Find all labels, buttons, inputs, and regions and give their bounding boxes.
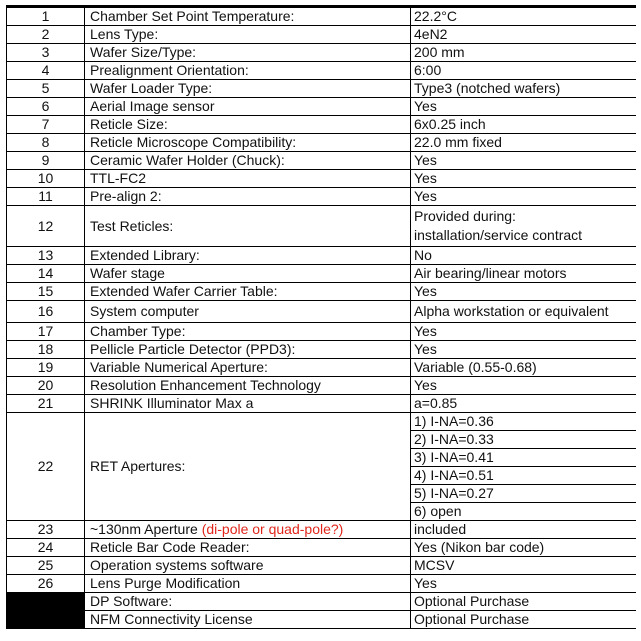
row-label: Pre-align 2: xyxy=(85,188,411,206)
table-row xyxy=(7,152,637,170)
aperture-option: 1) I-NA=0.36 xyxy=(411,413,636,431)
table-row xyxy=(7,611,637,629)
row-label: Resolution Enhancement Technology xyxy=(85,377,411,395)
row-value: Type3 (notched wafers) xyxy=(411,80,637,98)
aperture-option: 2) I-NA=0.33 xyxy=(411,431,636,449)
row-label: Lens Type: xyxy=(85,26,411,44)
row-value: Variable (0.55-0.68) xyxy=(411,359,637,377)
row-label: Reticle Size: xyxy=(85,116,411,134)
table-row xyxy=(7,62,637,80)
row-number: 14 xyxy=(7,265,85,283)
row-label: SHRINK Illuminator Max a xyxy=(85,395,411,413)
table-row xyxy=(7,265,637,283)
row-label: Extended Wafer Carrier Table: xyxy=(85,283,411,301)
row-label: Variable Numerical Aperture: xyxy=(85,359,411,377)
row-number: 10 xyxy=(7,170,85,188)
row-number: 12 xyxy=(7,206,85,247)
row-number: 2 xyxy=(7,26,85,44)
row-value: Yes xyxy=(411,377,637,395)
row-value: Yes xyxy=(411,188,637,206)
table-row xyxy=(7,44,637,62)
row-value: Yes xyxy=(411,575,637,593)
row-label: Operation systems software xyxy=(85,557,411,575)
row-label: Ceramic Wafer Holder (Chuck): xyxy=(85,152,411,170)
aperture-option: 5) I-NA=0.27 xyxy=(411,485,636,503)
table-row xyxy=(7,341,637,359)
row-label: RET Apertures: xyxy=(85,413,411,521)
row-value: 6:00 xyxy=(411,62,637,80)
table-row xyxy=(7,575,637,593)
row-label: Wafer Loader Type: xyxy=(85,80,411,98)
row-number: 24 xyxy=(7,539,85,557)
row-value: MCSV xyxy=(411,557,637,575)
row-number: 7 xyxy=(7,116,85,134)
row-value: Yes xyxy=(411,98,637,116)
row-number: 6 xyxy=(7,98,85,116)
row-value: Yes xyxy=(411,283,637,301)
row-value: included xyxy=(411,521,637,539)
aperture-option: 4) I-NA=0.51 xyxy=(411,467,636,485)
row-number: 5 xyxy=(7,80,85,98)
aperture-option: 6) open xyxy=(414,503,462,519)
row-value: No xyxy=(411,247,637,265)
row-label xyxy=(85,521,411,539)
row-value: Yes (Nikon bar code) xyxy=(411,539,637,557)
table-top-edge xyxy=(6,0,636,7)
row-label: Test Reticles: xyxy=(85,206,411,247)
spec-table xyxy=(6,7,636,629)
row-label: Prealignment Orientation: xyxy=(85,62,411,80)
table-row xyxy=(7,557,637,575)
row-label: NFM Connectivity License xyxy=(85,611,411,629)
row-label: System computer xyxy=(85,301,411,323)
row-label: Chamber Set Point Temperature: xyxy=(85,8,411,26)
row-value: Alpha workstation or equivalent xyxy=(411,301,637,323)
row-number: 21 xyxy=(7,395,85,413)
row-value: 200 mm xyxy=(411,44,637,62)
row-value: Optional Purchase xyxy=(411,593,637,611)
table-row xyxy=(7,301,637,323)
table-row xyxy=(7,26,637,44)
row-value: 6x0.25 inch xyxy=(411,116,637,134)
row-number: 23 xyxy=(7,521,85,539)
row-label: Extended Library: xyxy=(85,247,411,265)
table-row xyxy=(7,539,637,557)
row-value: Yes xyxy=(411,323,637,341)
row-label: TTL-FC2 xyxy=(85,170,411,188)
row-label: Reticle Bar Code Reader: xyxy=(85,539,411,557)
row-number: 13 xyxy=(7,247,85,265)
aperture-option: 3) I-NA=0.41 xyxy=(411,449,636,467)
table-row xyxy=(7,247,637,265)
row-label-text: ~130nm Aperture xyxy=(90,521,202,537)
row-number: 4 xyxy=(7,62,85,80)
table-row xyxy=(7,593,637,611)
row-number-blank xyxy=(7,593,85,611)
row-label: Pellicle Particle Detector (PPD3): xyxy=(85,341,411,359)
table-row xyxy=(7,170,637,188)
row-number: 8 xyxy=(7,134,85,152)
row-label: Aerial Image sensor xyxy=(85,98,411,116)
row-label-highlight: (di-pole or quad-pole?) xyxy=(201,521,344,537)
row-number: 15 xyxy=(7,283,85,301)
table-row xyxy=(7,413,637,521)
row-value: Optional Purchase xyxy=(411,611,637,629)
row-value-list xyxy=(411,413,637,521)
row-label: Chamber Type: xyxy=(85,323,411,341)
row-number: 3 xyxy=(7,44,85,62)
row-number: 9 xyxy=(7,152,85,170)
table-row xyxy=(7,521,637,539)
row-value: Yes xyxy=(411,152,637,170)
row-number: 17 xyxy=(7,323,85,341)
table-row xyxy=(7,116,637,134)
table-row xyxy=(7,98,637,116)
table-row xyxy=(7,395,637,413)
row-value: Yes xyxy=(411,170,637,188)
table-row xyxy=(7,188,637,206)
row-label: Wafer Size/Type: xyxy=(85,44,411,62)
table-row xyxy=(7,377,637,395)
row-label: Wafer stage xyxy=(85,265,411,283)
row-number: 25 xyxy=(7,557,85,575)
row-number: 22 xyxy=(7,413,85,521)
row-label: DP Software: xyxy=(85,593,411,611)
table-row xyxy=(7,206,637,247)
row-number: 1 xyxy=(7,8,85,26)
row-value: 22.2°C xyxy=(411,8,637,26)
row-value: a=0.85 xyxy=(411,395,637,413)
table-row xyxy=(7,8,637,26)
table-row xyxy=(7,323,637,341)
row-number: 18 xyxy=(7,341,85,359)
table-row xyxy=(7,80,637,98)
row-label: Lens Purge Modification xyxy=(85,575,411,593)
row-value: Provided during: installation/service contract xyxy=(411,206,637,247)
row-value: 4eN2 xyxy=(411,26,637,44)
row-number: 11 xyxy=(7,188,85,206)
row-number: 26 xyxy=(7,575,85,593)
row-value: Yes xyxy=(411,341,637,359)
table-row xyxy=(7,283,637,301)
row-number: 16 xyxy=(7,301,85,323)
row-number: 19 xyxy=(7,359,85,377)
row-number-blank xyxy=(7,611,85,629)
row-label: Reticle Microscope Compatibility: xyxy=(85,134,411,152)
row-value: Air bearing/linear motors xyxy=(411,265,637,283)
table-row xyxy=(7,134,637,152)
table-row xyxy=(7,359,637,377)
row-number: 20 xyxy=(7,377,85,395)
row-value: 22.0 mm fixed xyxy=(411,134,637,152)
spec-sheet xyxy=(6,0,636,641)
